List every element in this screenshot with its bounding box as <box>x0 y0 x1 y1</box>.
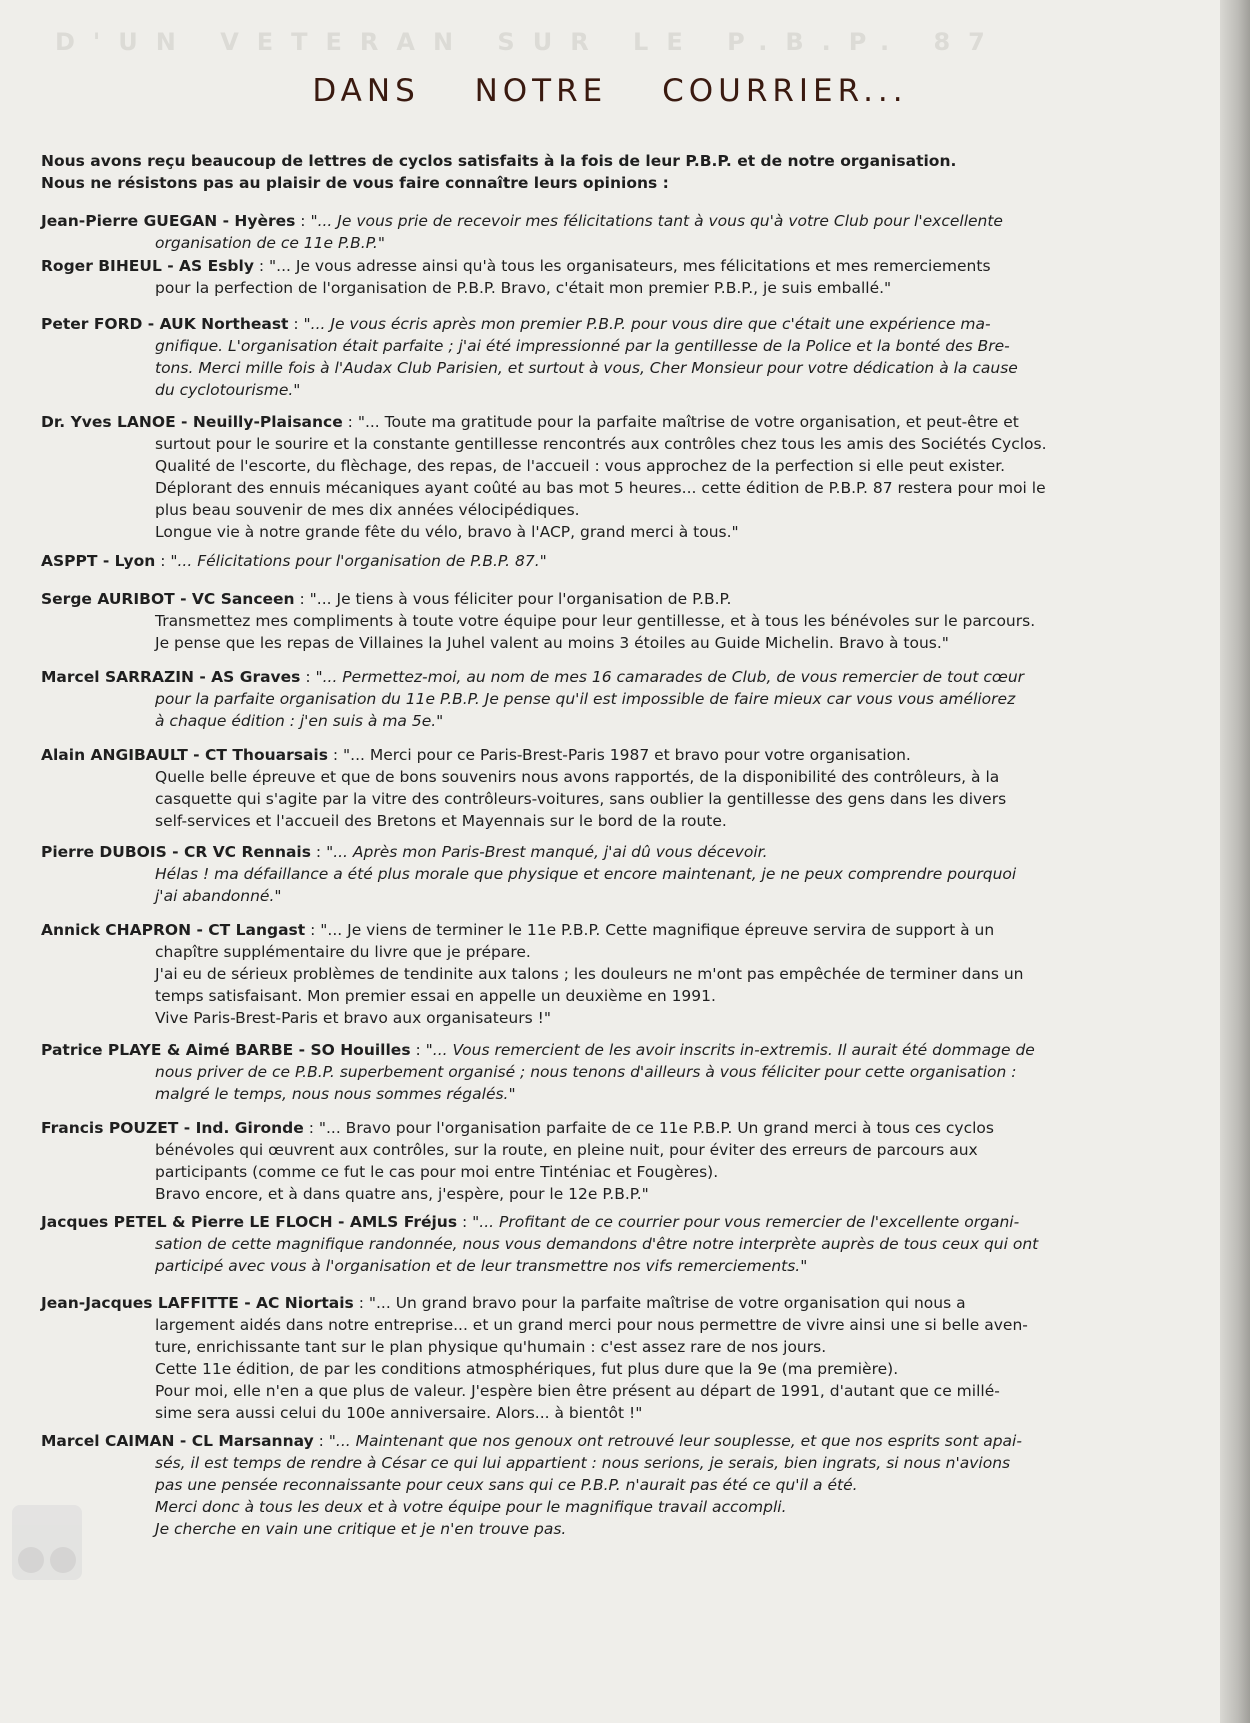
letter-entry <box>41 1430 1216 1540</box>
letter-quote-text: nous priver de ce P.B.P. superbement organisé ; nous tenons d'ailleurs à vous féliciter pour cette organisation : <box>155 1063 1017 1081</box>
letter-line: Roger BIHEUL - AS Esbly : "... Je vous adresse ainsi qu'à tous les organisateurs, mes félicitations et mes remerciements <box>41 257 991 275</box>
letter-quote-text: Pour moi, elle n'en a que plus de valeur. J'espère bien être présent au départ de 1991, d'autant que ce millé- <box>155 1382 1000 1400</box>
club-logo-watermark <box>12 1505 82 1580</box>
letter-quote-text: Merci donc à tous les deux et à votre équipe pour le magnifique travail accompli. <box>155 1498 787 1516</box>
letter-entry <box>41 1292 1216 1424</box>
letter-quote-text: "... Après mon Paris-Brest manqué, j'ai dû vous décevoir. <box>326 843 768 861</box>
letter-quote-text: surtout pour le sourire et la constante gentillesse rencontrés aux contrôles chez tous les amis des Sociétés Cyclos. <box>155 435 1047 453</box>
letter-line <box>41 1314 1216 1336</box>
letter-line <box>41 766 1216 788</box>
letter-quote-text: j'ai abandonné." <box>155 887 282 905</box>
letter-line <box>41 863 1216 885</box>
letter-author: Pierre DUBOIS - CR VC Rennais <box>41 843 311 861</box>
letter-quote-text: "... Maintenant que nos genoux ont retrouvé leur souplesse, et que nos esprits sont apai- <box>328 1432 1022 1450</box>
letter-line <box>41 1358 1216 1380</box>
letter-quote-text: plus beau souvenir de mes dix années vélocipédiques. <box>155 501 580 519</box>
letter-quote-text: Cette 11e édition, de par les conditions atmosphériques, fut plus dure que la 9e (ma première). <box>155 1360 899 1378</box>
letter-quote-text: participants (comme ce fut le cas pour moi entre Tinténiac et Fougères). <box>155 1163 719 1181</box>
letter-line <box>41 1161 1216 1183</box>
letter-line <box>41 1233 1216 1255</box>
letter-quote-text: Transmettez mes compliments à toute votre équipe pour leur gentillesse, et à tous les bénévoles sur le parcours. <box>155 612 1036 630</box>
letter-line <box>41 499 1216 521</box>
letter-line <box>41 521 1216 543</box>
letter-line <box>41 810 1216 832</box>
letter-quote-text: pour la parfaite organisation du 11e P.B.P. Je pense qu'il est impossible de faire mieux car vous vous améliorez <box>155 690 1016 708</box>
letter-author: Francis POUZET - Ind. Gironde <box>41 1119 304 1137</box>
letter-line: Dr. Yves LANOE - Neuilly-Plaisance : "... Toute ma gratitude pour la parfaite maîtrise de votre organisation, et peut-être et <box>41 413 1019 431</box>
letter-quote-text: "... Bravo pour l'organisation parfaite de ce 11e P.B.P. Un grand merci à tous ces cyclos <box>318 1119 994 1137</box>
letter-line <box>41 1518 1216 1540</box>
letter-entry <box>41 313 1216 401</box>
letter-author: Dr. Yves LANOE - Neuilly-Plaisance <box>41 413 343 431</box>
intro-line-2: Nous ne résistons pas au plaisir de vous faire connaître leurs opinions : <box>41 174 669 192</box>
letter-line <box>41 1061 1216 1083</box>
letter-entry <box>41 411 1216 543</box>
page-edge-shadow <box>1220 0 1250 1723</box>
letter-quote-text: pas une pensée reconnaissante pour ceux sans qui ce P.B.P. n'aurait pas été ce qu'il a été. <box>155 1476 858 1494</box>
letter-quote-text: Longue vie à notre grande fête du vélo, bravo à l'ACP, grand merci à tous." <box>155 523 739 541</box>
letter-quote-text: malgré le temps, nous nous sommes régalés." <box>155 1085 516 1103</box>
letter-author: Marcel SARRAZIN - AS Graves <box>41 668 301 686</box>
letter-line <box>41 710 1216 732</box>
letter-quote-text: Déplorant des ennuis mécaniques ayant coûté au bas mot 5 heures... cette édition de P.B.P. 87 restera pour moi le <box>155 479 1046 497</box>
intro-paragraph <box>41 150 1191 194</box>
letter-line: Serge AURIBOT - VC Sanceen : "... Je tiens à vous féliciter pour l'organisation de P.B.P. <box>41 590 732 608</box>
letter-quote-text: gnifique. L'organisation était parfaite ; j'ai été impressionné par la gentillesse de la Police et la bonté des Bre- <box>155 337 1010 355</box>
letter-quote-text: pour la perfection de l'organisation de P.B.P. Bravo, c'était mon premier P.B.P., je suis emballé." <box>155 279 892 297</box>
letter-line <box>41 885 1216 907</box>
letter-quote-text: "... Je vous prie de recevoir mes félicitations tant à vous qu'à votre Club pour l'excellente <box>310 212 1003 230</box>
letter-entry <box>41 550 1216 572</box>
letter-line <box>41 1139 1216 1161</box>
letter-quote-text: casquette qui s'agite par la vitre des contrôleurs-voitures, sans oublier la gentillesse des gens dans les divers <box>155 790 1007 808</box>
letter-quote-text: Hélas ! ma défaillance a été plus morale que physique et encore maintenant, je ne peux comprendre pourquoi <box>155 865 1017 883</box>
letter-author: Annick CHAPRON - CT Langast <box>41 921 306 939</box>
show-through-heading: D'UN VETERAN SUR LE P.B.P. 87 <box>55 28 1003 56</box>
letter-entry <box>41 666 1216 732</box>
letter-line <box>41 232 1216 254</box>
letter-author: Jacques PETEL & Pierre LE FLOCH - AMLS Fréjus <box>41 1213 458 1231</box>
letter-quote-text: Quelle belle épreuve et que de bons souvenirs nous avons rapportés, de la disponibilité des contrôleurs, à la <box>155 768 1000 786</box>
letter-quote-text: "... Je vous écris après mon premier P.B.P. pour vous dire que c'était une expérience ma- <box>303 315 991 333</box>
letter-line: Jean-Pierre GUEGAN - Hyères : "... Je vous prie de recevoir mes félicitations tant à vous qu'à votre Club pour l'excellente <box>41 212 1003 230</box>
letter-line: Patrice PLAYE & Aimé BARBE - SO Houilles : "... Vous remercient de les avoir inscrits in-extremis. Il aurait été dommage de <box>41 1041 1035 1059</box>
letter-entry <box>41 255 1216 299</box>
letter-quote-text: participé avec vous à l'organisation et de leur transmettre nos vifs remerciements." <box>155 1257 808 1275</box>
letter-quote-text: "... Vous remercient de les avoir inscrits in-extremis. Il aurait été dommage de <box>425 1041 1035 1059</box>
letter-line <box>41 985 1216 1007</box>
letter-quote-text: Qualité de l'escorte, du flèchage, des repas, de l'accueil : vous approchez de la perfection si elle peut exister. <box>155 457 1006 475</box>
letter-quote-text: J'ai eu de sérieux problèmes de tendinite aux talons ; les douleurs ne m'ont pas empêchée de terminer dans un <box>155 965 1024 983</box>
letter-line: Annick CHAPRON - CT Langast : "... Je viens de terminer le 11e P.B.P. Cette magnifique épreuve servira de support à un <box>41 921 995 939</box>
letter-quote-text: bénévoles qui œuvrent aux contrôles, sur la route, en pleine nuit, pour éviter des erreurs de parcours aux <box>155 1141 978 1159</box>
letter-quote-text: "... Merci pour ce Paris-Brest-Paris 1987 et bravo pour votre organisation. <box>343 746 911 764</box>
letter-quote-text: "... Je viens de terminer le 11e P.B.P. Cette magnifique épreuve servira de support à un <box>320 921 995 939</box>
letter-line <box>41 277 1216 299</box>
letter-line: Francis POUZET - Ind. Gironde : "... Bravo pour l'organisation parfaite de ce 11e P.B.P. Un grand merci à tous ces cyclos <box>41 1119 994 1137</box>
letter-author: Serge AURIBOT - VC Sanceen <box>41 590 295 608</box>
letter-quote-text: sation de cette magnifique randonnée, nous vous demandons d'être notre interprète auprès de tous ceux qui ont <box>155 1235 1039 1253</box>
letter-line <box>41 433 1216 455</box>
letter-author: Roger BIHEUL - AS Esbly <box>41 257 254 275</box>
letter-quote-text: "... Permettez-moi, au nom de mes 16 camarades de Club, de vous remercier de tout cœur <box>315 668 1025 686</box>
letter-line: Marcel CAIMAN - CL Marsannay : "... Maintenant que nos genoux ont retrouvé leur souplesse, et que nos esprits sont apai- <box>41 1432 1022 1450</box>
page-title: DANS NOTRE COURRIER... <box>312 72 908 109</box>
letter-line <box>41 379 1216 401</box>
letter-quote-text: "... Profitant de ce courrier pour vous remercier de l'excellente organi- <box>472 1213 1020 1231</box>
letter-line <box>41 335 1216 357</box>
letter-entry <box>41 1039 1216 1105</box>
letter-quote-text: "... Je tiens à vous féliciter pour l'organisation de P.B.P. <box>309 590 732 608</box>
letter-quote-text: largement aidés dans notre entreprise... et un grand merci pour nous permettre de vivre ainsi une si belle aven- <box>155 1316 1028 1334</box>
letter-quote-text: Je pense que les repas de Villaines la Juhel valent au moins 3 étoiles au Guide Michelin. Bravo à tous." <box>155 634 949 652</box>
letter-line <box>41 632 1216 654</box>
letter-line <box>41 963 1216 985</box>
letter-quote-text: sime sera aussi celui du 100e anniversaire. Alors... à bientôt !" <box>155 1404 643 1422</box>
letter-line <box>41 1380 1216 1402</box>
letter-quote-text: Je cherche en vain une critique et je n'en trouve pas. <box>155 1520 567 1538</box>
letter-line <box>41 1474 1216 1496</box>
letter-line: Pierre DUBOIS - CR VC Rennais : "... Après mon Paris-Brest manqué, j'ai dû vous décevoir. <box>41 843 768 861</box>
letter-author: Alain ANGIBAULT - CT Thouarsais <box>41 746 328 764</box>
letter-author: Jean-Jacques LAFFITTE - AC Niortais <box>41 1294 354 1312</box>
letter-quote-text: organisation de ce 11e P.B.P." <box>155 234 385 252</box>
letter-line <box>41 455 1216 477</box>
letter-quote-text: sés, il est temps de rendre à César ce qui lui appartient : nous serions, je serais, bien ingrats, si nous n'avions <box>155 1454 1011 1472</box>
letter-line <box>41 1496 1216 1518</box>
letter-entry <box>41 588 1216 654</box>
intro-line-1: Nous avons reçu beaucoup de lettres de cyclos satisfaits à la fois de leur P.B.P. et de notre organisation. <box>41 152 957 170</box>
letter-line: Peter FORD - AUK Northeast : "... Je vous écris après mon premier P.B.P. pour vous dire que c'était une expérience ma- <box>41 315 991 333</box>
letter-line <box>41 1255 1216 1277</box>
letter-entry <box>41 1117 1216 1205</box>
letter-line: Alain ANGIBAULT - CT Thouarsais : "... Merci pour ce Paris-Brest-Paris 1987 et bravo pour votre organisation. <box>41 746 911 764</box>
letter-quote-text: Bravo encore, et à dans quatre ans, j'espère, pour le 12e P.B.P." <box>155 1185 649 1203</box>
letter-author: Peter FORD - AUK Northeast <box>41 315 289 333</box>
letter-quote-text: Vive Paris-Brest-Paris et bravo aux organisateurs !" <box>155 1009 551 1027</box>
letter-line <box>41 688 1216 710</box>
letter-line <box>41 788 1216 810</box>
letter-quote-text: "... Toute ma gratitude pour la parfaite maîtrise de votre organisation, et peut-être et <box>357 413 1019 431</box>
letter-entry <box>41 1211 1216 1277</box>
letter-entry <box>41 210 1216 254</box>
letter-author: Jean-Pierre GUEGAN - Hyères <box>41 212 296 230</box>
letter-quote-text: self-services et l'accueil des Bretons et Mayennais sur le bord de la route. <box>155 812 727 830</box>
letter-author: ASPPT - Lyon <box>41 552 156 570</box>
letter-quote-text: temps satisfaisant. Mon premier essai en appelle un deuxième en 1991. <box>155 987 716 1005</box>
letter-entry <box>41 919 1216 1029</box>
letter-line <box>41 1452 1216 1474</box>
letter-line: Marcel SARRAZIN - AS Graves : "... Permettez-moi, au nom de mes 16 camarades de Club, de vous remercier de tout cœur <box>41 668 1025 686</box>
letter-line <box>41 1007 1216 1029</box>
letter-quote-text: "... Félicitations pour l'organisation de P.B.P. 87." <box>170 552 547 570</box>
letter-entry <box>41 744 1216 832</box>
letter-author: Patrice PLAYE & Aimé BARBE - SO Houilles <box>41 1041 411 1059</box>
letter-line <box>41 1402 1216 1424</box>
letter-line <box>41 1183 1216 1205</box>
letter-line <box>41 941 1216 963</box>
letter-line <box>41 477 1216 499</box>
letter-line: ASPPT - Lyon : "... Félicitations pour l'organisation de P.B.P. 87." <box>41 552 547 570</box>
letter-quote-text: tons. Merci mille fois à l'Audax Club Parisien, et surtout à vous, Cher Monsieur pour votre dédication à la cause <box>155 359 1018 377</box>
letter-entry <box>41 841 1216 907</box>
letter-line: Jean-Jacques LAFFITTE - AC Niortais : "... Un grand bravo pour la parfaite maîtrise de votre organisation qui nous a <box>41 1294 966 1312</box>
letter-line: Jacques PETEL & Pierre LE FLOCH - AMLS Fréjus : "... Profitant de ce courrier pour vous remercier de l'excellente organi- <box>41 1213 1020 1231</box>
letter-quote-text: chapître supplémentaire du livre que je prépare. <box>155 943 531 961</box>
letter-quote-text: ture, enrichissante tant sur le plan physique qu'humain : c'est assez rare de nos jours. <box>155 1338 827 1356</box>
letter-quote-text: "... Je vous adresse ainsi qu'à tous les organisateurs, mes félicitations et mes remerciements <box>269 257 991 275</box>
letter-line <box>41 357 1216 379</box>
letter-line <box>41 610 1216 632</box>
letter-quote-text: du cyclotourisme." <box>155 381 301 399</box>
letter-quote-text: "... Un grand bravo pour la parfaite maîtrise de votre organisation qui nous a <box>368 1294 966 1312</box>
letter-author: Marcel CAIMAN - CL Marsannay <box>41 1432 314 1450</box>
letter-line <box>41 1083 1216 1105</box>
letter-quote-text: à chaque édition : j'en suis à ma 5e." <box>155 712 444 730</box>
letter-line <box>41 1336 1216 1358</box>
